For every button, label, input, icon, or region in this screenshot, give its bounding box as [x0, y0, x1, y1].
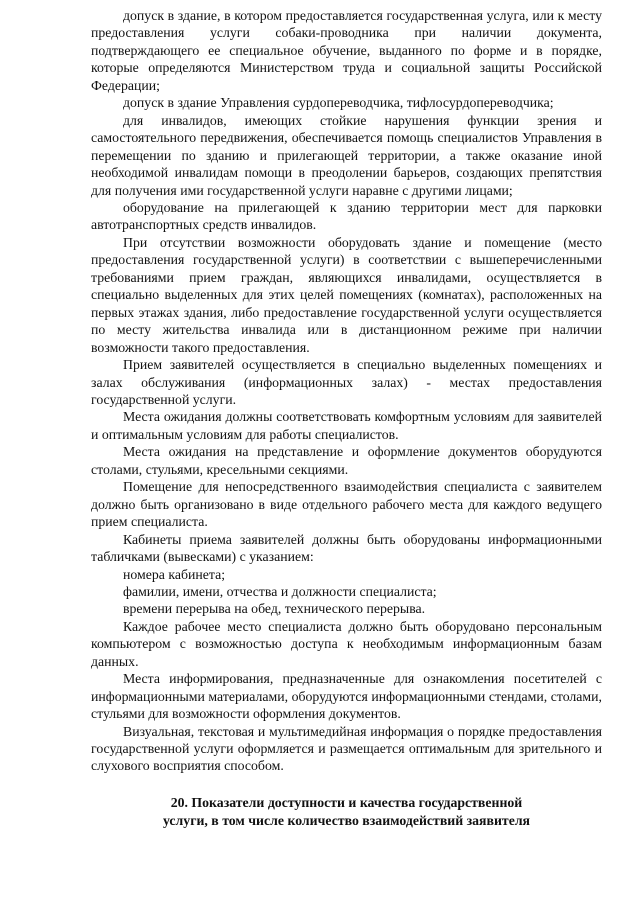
paragraph-visual-info: Визуальная, текстовая и мультимедийная информация о порядке предоставления государственной услуги оформляется и размещается оптимальным для зрительного и слухового восприятия способом.: [91, 723, 602, 774]
paragraph-parking: оборудование на прилегающей к зданию территории мест для парковки автотранспортных средств инвалидов.: [91, 199, 602, 233]
section-heading-line-1: 20. Показатели доступности и качества государственной: [170, 794, 523, 810]
paragraph-computer: Каждое рабочее место специалиста должно быть оборудовано персональным компьютером с возможностью доступа к необходимым информационным базам данных.: [91, 618, 602, 669]
section-heading: [91, 794, 602, 830]
paragraph-alternative-premises: При отсутствии возможности оборудовать здание и помещение (место предоставления государственной услуги) в соответствии с вышеперечисленными требованиями прием граждан, являющихся инвалидами, осуществляется в специально выделенных для этих целей помещениях (комнатах), расположенных на первых этажах здания, либо предоставление государственной услуги осуществляется по месту жительства инвалида или в дистанционном режиме при наличии возможности такого предоставления.: [91, 234, 602, 355]
paragraph-info-stands: Места информирования, предназначенные для ознакомления посетителей с информационными материалами, оборудуются информационными стендами, столами, стульями для возможности оформления документов.: [91, 671, 602, 722]
paragraph-workplace: Помещение для непосредственного взаимодействия специалиста с заявителем должно быть организовано в виде отдельного рабочего места для каждого ведущего прием специалиста.: [91, 479, 602, 530]
paragraph-office-signs: Кабинеты приема заявителей должны быть оборудованы информационными табличками (вывесками) с указанием:: [91, 531, 602, 565]
paragraph-assistance: для инвалидов, имеющих стойкие нарушения функции зрения и самостоятельного передвижения, обеспечивается помощь специалистов Управления в перемещении по зданию и прилегающей территории, а также оказание иной необходимой инвалидам помощи в преодолении барьеров, создающих препятствия для получения ими государственной услуги наравне с другими лицами;: [91, 112, 602, 198]
paragraph-waiting-areas: Места ожидания должны соответствовать комфортным условиям для заявителей и оптимальным условиям для работы специалистов.: [91, 409, 602, 442]
list-item-specialist-name: фамилии, имени, отчества и должности специалиста;: [123, 583, 437, 599]
paragraph-waiting-furniture: Места ожидания на представление и оформление документов оборудуются столами, стульями, кресельными секциями.: [91, 444, 602, 477]
paragraph-guide-dog: допуск в здание, в котором предоставляется государственная услуга, или к месту предоставления услуги собаки-проводника при наличии документа, подтверждающего ее специальное обучение, выданного по форме и в порядке, которые определяются Министерством труда и социальной защиты Российской Федерации;: [91, 8, 602, 93]
paragraph-sign-interpreter: допуск в здание Управления сурдопереводчика, тифлосурдопереводчика;: [123, 95, 554, 111]
list-item-break-time: времени перерыва на обед, технического перерыва.: [123, 601, 426, 617]
section-heading-line-2: услуги, в том числе количество взаимодействий заявителя: [162, 812, 531, 828]
paragraph-reception-halls: Прием заявителей осуществляется в специально выделенных помещениях и залах обслуживания (информационных залах) - местах предоставления государственной услуги.: [91, 357, 602, 407]
list-item-room-number: номера кабинета;: [123, 566, 226, 582]
